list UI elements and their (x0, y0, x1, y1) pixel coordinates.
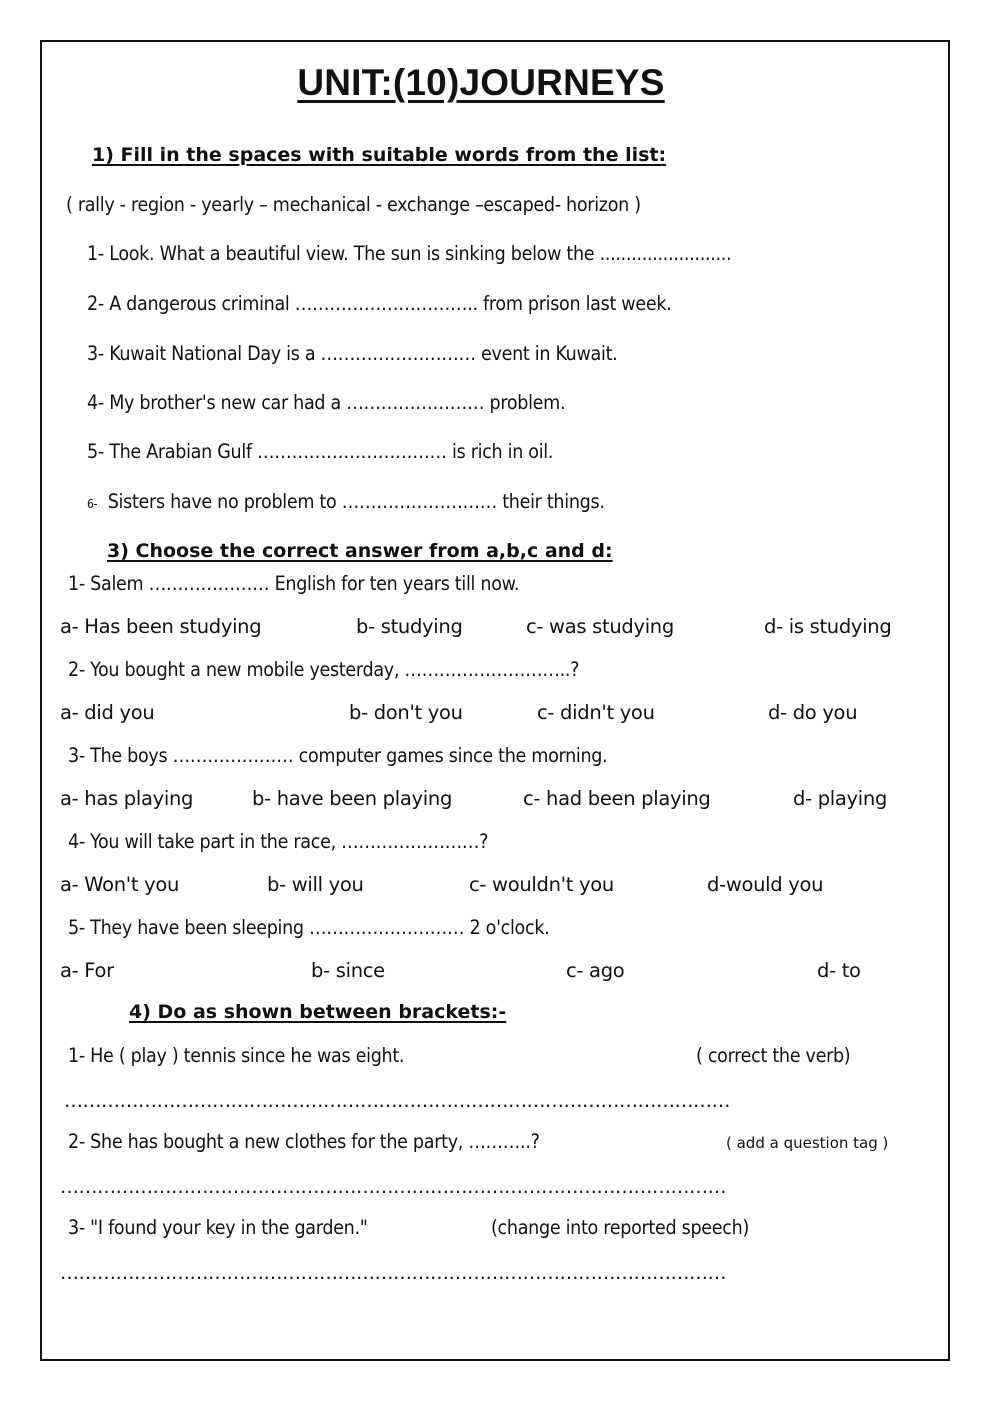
mcq-option[interactable]: b- have been playing (252, 787, 453, 810)
task-instruction: ( add a question tag ) (726, 1134, 889, 1152)
mcq-option[interactable]: c- had been playing (523, 787, 711, 810)
mcq-option[interactable]: d-would you (707, 873, 824, 896)
mcq-option[interactable]: a- has playing (60, 787, 194, 810)
word-list: ( rally - region - yearly – mechanical - exchange –escaped- horizon ) (66, 193, 641, 216)
mcq-option[interactable]: b- will you (267, 873, 364, 896)
mcq-option[interactable]: b- since (311, 959, 385, 982)
section4-heading: 4) Do as shown between brackets:- (129, 1001, 507, 1023)
fill-item: 2- A dangerous criminal ………………………….. from prison last week. (87, 292, 672, 315)
fill-item: 5- The Arabian Gulf …………………………… is rich in oil. (87, 440, 554, 463)
fill-item: 4- My brother's new car had a …………………… problem. (87, 391, 566, 414)
task-instruction: (change into reported speech) (491, 1216, 749, 1239)
answer-line[interactable]: ……………………………………………………………………………………………… (60, 1262, 726, 1284)
fill-item: 3- Kuwait National Day is a ……………………… event in Kuwait. (87, 342, 618, 365)
mcq-question: 2- You bought a new mobile yesterday, ………………………..? (68, 658, 580, 681)
fill-item: 1- Look. What a beautiful view. The sun is sinking below the ......................... (87, 242, 732, 265)
mcq-question: 5- They have been sleeping ……………………… 2 o'clock. (68, 916, 550, 939)
mcq-option[interactable]: d- playing (793, 787, 888, 810)
task-instruction: ( correct the verb) (696, 1044, 851, 1067)
mcq-option[interactable]: b- don't you (349, 701, 463, 724)
fill-item: 6- Sisters have no problem to ……………………… their things. (87, 490, 605, 513)
mcq-option[interactable]: c- ago (566, 959, 625, 982)
mcq-option[interactable]: d- is studying (764, 615, 892, 638)
mcq-question: 4- You will take part in the race, ……………………? (68, 830, 489, 853)
task-text: 3- "I found your key in the garden." (68, 1216, 368, 1239)
mcq-option[interactable]: b- studying (356, 615, 463, 638)
answer-line[interactable]: ……………………………………………………………………………………………… (64, 1090, 730, 1112)
mcq-question: 1- Salem ………………… English for ten years till now. (68, 572, 520, 595)
mcq-option[interactable]: c- was studying (526, 615, 674, 638)
mcq-option[interactable]: c- didn't you (537, 701, 655, 724)
mcq-option[interactable]: c- wouldn't you (469, 873, 614, 896)
section3-heading: 3) Choose the correct answer from a,b,c and d: (107, 540, 613, 562)
mcq-option[interactable]: a- Won't you (60, 873, 180, 896)
mcq-option[interactable]: d- do you (768, 701, 858, 724)
mcq-option[interactable]: d- to (817, 959, 861, 982)
task-text: 1- He ( play ) tennis since he was eight. (68, 1044, 405, 1067)
worksheet-title: UNIT:(10)JOURNEYS (297, 62, 665, 103)
mcq-option[interactable]: a- For (60, 959, 114, 982)
task-text: 2- She has bought a new clothes for the party, ………..? (68, 1130, 540, 1153)
section1-heading: 1) Fill in the spaces with suitable words from the list: (92, 144, 667, 166)
mcq-question: 3- The boys ………………… computer games since the morning. (68, 744, 608, 767)
mcq-option[interactable]: a- did you (60, 701, 155, 724)
mcq-option[interactable]: a- Has been studying (60, 615, 262, 638)
answer-line[interactable]: ……………………………………………………………………………………………… (60, 1176, 726, 1198)
